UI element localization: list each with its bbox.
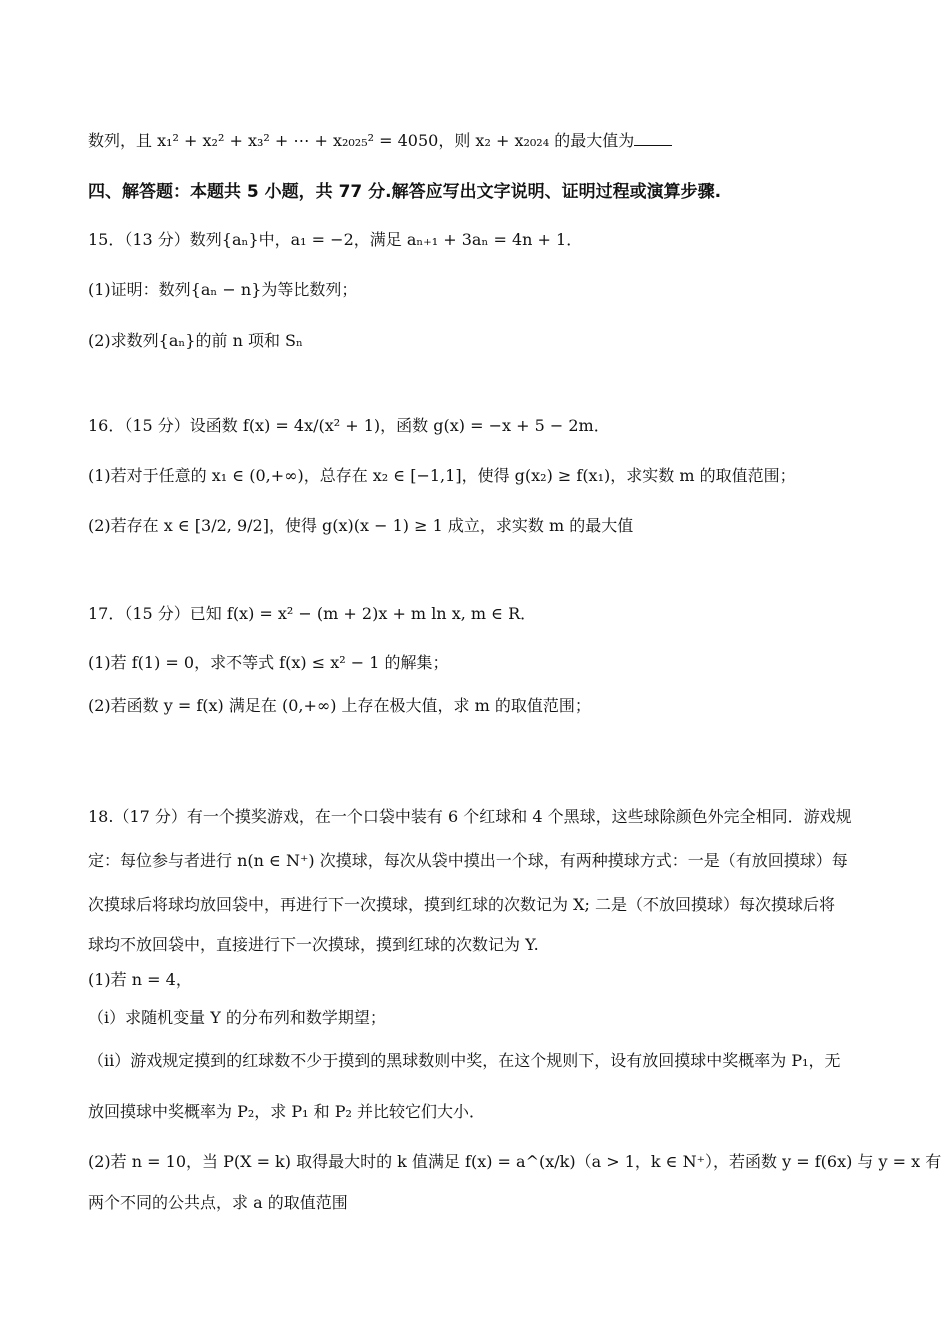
problem-18-line-1: 18.（17 分）有一个摸奖游戏，在一个口袋中装有 6 个红球和 4 个黑球，这些球除颜色外完全相同．游戏规	[88, 807, 852, 826]
problem-15-stem: 15．（13 分）数列{aₙ}中，a₁ = −2，满足 aₙ₊₁ + 3aₙ = 4n + 1．	[88, 230, 583, 249]
problem-17-stem: 17．（15 分）已知 f(x) = x² − (m + 2)x + m ln x, m ∈ R．	[88, 604, 537, 623]
section-heading: 四、解答题：本题共 5 小题，共 77 分.解答应写出文字说明、证明过程或演算步骤.	[88, 182, 722, 202]
problem-18-line-4: 球均不放回袋中，直接进行下一次摸球，摸到红球的次数记为 Y.	[88, 935, 539, 954]
answer-blank[interactable]	[634, 131, 672, 146]
problem-18-part-2-a: (2)若 n = 10，当 P(X = k) 取得最大时的 k 值满足 f(x) = a^(x/k)（a > 1，k ∈ N⁺），若函数 y = f(6x) 与 y = x 有	[88, 1152, 942, 1171]
problem-15-part-2: (2)求数列{aₙ}的前 n 项和 Sₙ	[88, 331, 303, 350]
line-1	[88, 130, 672, 152]
problem-18-line-3: 次摸球后将球均放回袋中，再进行下一次摸球，摸到红球的次数记为 X; 二是（不放回摸球）每次摸球后将	[88, 895, 835, 914]
problem-18-part-1: (1)若 n = 4，	[88, 970, 192, 989]
problem-18-part-2-b: 两个不同的公共点，求 a 的取值范围	[88, 1193, 348, 1212]
problem-15-part-1: (1)证明：数列{aₙ − n}为等比数列；	[88, 280, 358, 299]
problem-18-part-1-ii-b: 放回摸球中奖概率为 P₂，求 P₁ 和 P₂ 并比较它们大小．	[88, 1102, 485, 1121]
problem-17-part-2: (2)若函数 y = f(x) 满足在 (0,+∞) 上存在极大值，求 m 的取值范围；	[88, 696, 591, 715]
problem-16-stem: 16．（15 分）设函数 f(x) = 4x/(x² + 1)，函数 g(x) = −x + 5 − 2m．	[88, 416, 610, 435]
problem-16-part-1: (1)若对于任意的 x₁ ∈ (0,+∞)，总存在 x₂ ∈ [−1,1]，使得 g(x₂) ≥ f(x₁)，求实数 m 的取值范围；	[88, 466, 796, 485]
problem-18-part-1-ii-a: （ii）游戏规定摸到的红球数不少于摸到的黑球数则中奖，在这个规则下，设有放回摸球中奖概率为 P₁，无	[88, 1051, 841, 1070]
problem-18-line-2: 定：每位参与者进行 n(n ∈ N⁺) 次摸球，每次从袋中摸出一个球，有两种摸球方式：一是（有放回摸球）每	[88, 851, 848, 870]
problem-16-part-2: (2)若存在 x ∈ [3/2, 9/2]，使得 g(x)(x − 1) ≥ 1 成立，求实数 m 的最大值	[88, 516, 634, 535]
problem-18-part-1-i: （i）求随机变量 Y 的分布列和数学期望；	[88, 1008, 386, 1027]
problem-17-part-1: (1)若 f(1) = 0，求不等式 f(x) ≤ x² − 1 的解集；	[88, 653, 449, 672]
line-1-text: 数列，且 x₁² + x₂² + x₃² + ⋯ + x₂₀₂₅² = 4050，则 x₂ + x₂₀₂₄ 的最大值为	[88, 131, 635, 150]
